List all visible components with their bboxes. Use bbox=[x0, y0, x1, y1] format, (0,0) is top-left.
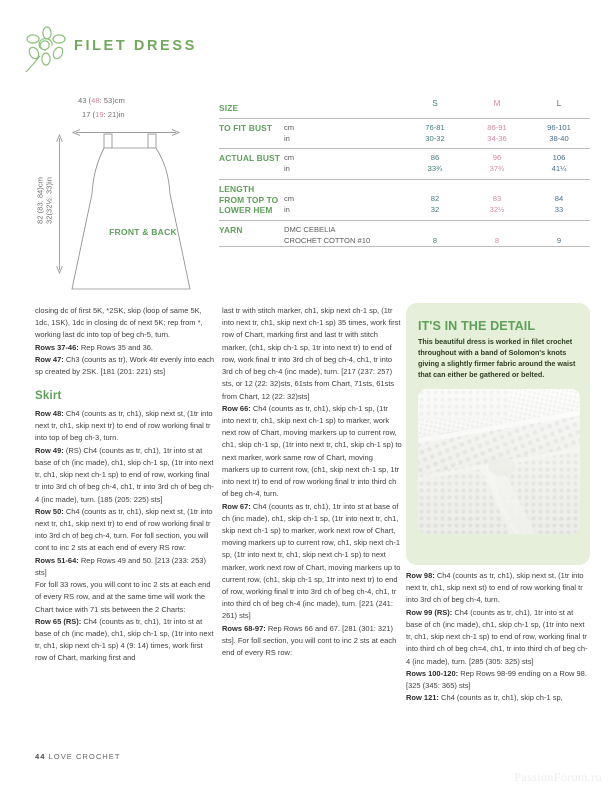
value-cell: 106 bbox=[528, 149, 590, 164]
row-label: Rows 100-120: bbox=[406, 668, 459, 678]
value-cell: 38-40 bbox=[549, 133, 569, 143]
value-cell: 37¾ bbox=[489, 164, 505, 174]
unit-cell: in bbox=[284, 205, 290, 215]
page-footer bbox=[35, 752, 121, 761]
unit-cell: in bbox=[284, 164, 290, 174]
paragraph-row-48 bbox=[35, 408, 215, 445]
instructions-column-2 bbox=[222, 305, 402, 659]
paragraph-rows-51-64 bbox=[35, 555, 215, 579]
page-header bbox=[0, 22, 614, 74]
schematic-width-cm: 43 (48: 53)cm bbox=[78, 96, 125, 105]
size-table bbox=[219, 99, 590, 251]
unit-cell: DMC CEBELIA bbox=[284, 221, 404, 236]
unit-cell: CROCHET COTTON #10 bbox=[284, 235, 371, 245]
table-bottom-divider bbox=[219, 246, 590, 247]
paragraph-rows-37-46 bbox=[35, 342, 215, 354]
value-cell: 84 bbox=[528, 179, 590, 205]
value-cell: 86 bbox=[404, 149, 466, 164]
table-row-label bbox=[219, 179, 284, 220]
row-label-line1: LENGTH bbox=[219, 183, 255, 194]
detail-callout-box bbox=[406, 303, 590, 565]
value-cell: 9 bbox=[556, 235, 562, 245]
paragraph-row-99 bbox=[406, 607, 588, 668]
paragraph-row-65 bbox=[35, 616, 215, 665]
table-header-row bbox=[219, 99, 590, 118]
value-cell: 30-32 bbox=[425, 133, 445, 143]
row-label: Row 98: bbox=[406, 571, 435, 580]
row-text: Rep Rows 35 and 36. bbox=[78, 342, 153, 352]
row-label: Row 66: bbox=[222, 403, 251, 413]
unit-cell: cm bbox=[284, 118, 404, 133]
size-column-header-m: M bbox=[493, 99, 501, 108]
width-dimension-arrow bbox=[72, 123, 180, 130]
garment-schematic bbox=[26, 92, 216, 297]
table-row bbox=[219, 221, 590, 236]
value-cell bbox=[404, 221, 466, 236]
size-column-header-l: L bbox=[556, 99, 562, 108]
dress-outline-drawing bbox=[66, 132, 218, 299]
value-cell: 33 bbox=[554, 205, 564, 215]
value-cell: 76-81 bbox=[404, 118, 466, 133]
row-text: Ch4 (counts as tr, ch1), 1tr into st at base of ch (inc made), ch1, skip ch-1 sp, (1tr into next tr, ch1, skip next ch-1 sp) to end of row, working final tr into third ch of beg ch=4, ch1, tr into third ch of beg ch-4 (inc made), turn. [285 (305: 325) sts] bbox=[406, 607, 588, 666]
instructions-column-1 bbox=[35, 305, 215, 665]
crochet-lace-fabric-photo bbox=[418, 389, 580, 534]
table-row bbox=[219, 118, 590, 133]
detail-box-body: This beautiful dress is worked in filet crochet throughout with a band of Solomon's knots giving a slightly firmer fabric around the waist that can either be gathered or belted. bbox=[418, 337, 576, 379]
table-row bbox=[219, 179, 590, 205]
value-cell bbox=[466, 221, 528, 236]
row-text: Ch4 (counts as tr, ch1), skip ch-1 sp, bbox=[438, 693, 563, 703]
publication-name: LOVE CROCHET bbox=[48, 752, 121, 761]
paragraph-row-47 bbox=[35, 354, 215, 378]
page-title: FILET DRESS bbox=[74, 38, 197, 54]
row-text: Ch4 (counts as tr, ch1), skip next st, (1tr into next tr, ch1, skip next st) to end of row working final tr into 3rd ch of beg ch-4, turn. bbox=[406, 571, 584, 605]
paragraph-rows-68-97 bbox=[222, 623, 402, 660]
schematic-height-in: 32(32½: 33)in bbox=[44, 177, 54, 224]
paragraph-row-49 bbox=[35, 445, 215, 506]
row-label: Rows 51-64: bbox=[35, 555, 79, 565]
row-label: Row 65 (RS): bbox=[35, 616, 82, 626]
paragraph-foll-33-rows: For foll 33 rows, you will cont to inc 2 sts at each end of every RS row, and at the same time will work the Chart twice with 71 sts between the 2 Charts: bbox=[35, 580, 211, 614]
paragraph-rows-100-120 bbox=[406, 668, 588, 692]
unit-cell: cm bbox=[284, 149, 404, 164]
row-label: Rows 37-46: bbox=[35, 342, 79, 352]
paragraph-row-66 bbox=[222, 403, 402, 501]
paragraph-row-98 bbox=[406, 570, 588, 607]
paragraph-row-50 bbox=[35, 506, 215, 555]
table-row-label: ACTUAL BUST bbox=[219, 149, 284, 180]
table-row bbox=[219, 149, 590, 164]
row-text: Ch4 (counts as tr, ch1), 1tr into st at base of ch (inc made), ch1, skip ch-1 sp, (1tr into next tr, ch1, skip next ch-1 sp) to marker, work next row of Chart, moving markers up to current row, ch1, skip next ch-1 sp, (1tr into next tr, ch1, skip next ch-1 sp) to next marker, work next row of Chart, moving markers up to current row, (ch1, skip ch-1 sp, 1tr into next tr) to end of row, working final tr into 3rd ch of beg ch-4, ch1, tr into third ch of beg ch-4 (inc made), turn. [221 (241: 261) sts] bbox=[222, 501, 401, 621]
paragraph-row-67 bbox=[222, 501, 402, 623]
row-label: Row 49: bbox=[35, 445, 64, 455]
row-text: Ch3 (counts as tr), Work 4tr evenly into each sp created by 2SK. [181 (201: 221) sts] bbox=[35, 354, 215, 377]
table-row-label: YARN bbox=[219, 221, 284, 251]
value-cell: 8 bbox=[494, 235, 500, 245]
row-label: Row 48: bbox=[35, 409, 64, 419]
page-number: 44 bbox=[35, 752, 46, 761]
schematic-height-cm: 82 (83: 84)cm bbox=[35, 177, 45, 224]
schematic-piece-label: FRONT & BACK bbox=[109, 227, 177, 237]
section-heading-skirt: Skirt bbox=[35, 390, 62, 403]
flower-spiral-icon bbox=[24, 26, 70, 72]
row-text: Ch4 (counts as tr, ch1), skip next st, (1tr into next tr, ch1, skip next tr) to end of row working final tr into 3rd ch of beg ch-4, turn. For foll section, you will cont to inc 2 sts at each end of every RS row: bbox=[35, 506, 213, 553]
value-cell: 8 bbox=[432, 235, 438, 245]
height-dimension-arrow bbox=[56, 134, 63, 274]
paragraph-row-121 bbox=[406, 692, 588, 704]
row-text: Ch4 (counts as tr, ch1), skip ch-1 sp, (1tr into next tr, ch1, skip next ch-1 sp) to marker, work next row of Chart, moving markers up to current row, ch1, skip ch-1 sp, (1tr into next tr, ch1, skip ch-1 sp) to next marker, work same row of Chart, moving markers up to current row, (ch1, skip next ch-1 sp, 1tr into next tr) to end of row working final tr into third ch of beg ch-4, turn. bbox=[222, 403, 402, 499]
row-label: Rows 68-97: bbox=[222, 623, 266, 633]
unit-cell: in bbox=[284, 133, 290, 143]
value-cell: 82 bbox=[404, 179, 466, 205]
value-cell: 32 bbox=[430, 205, 440, 215]
row-label-line2: FROM TOP TO LOWER HEM bbox=[219, 194, 279, 216]
row-text: Rep Rows 98-99 ending on a Row 98. [325 (345: 365) sts] bbox=[406, 668, 587, 690]
value-cell: 33¾ bbox=[427, 164, 443, 174]
paragraph-intro: closing dc of first 5K, *2SK, skip (loop of same 5K, 1dc, 1SK), 1dc in closing dc of next 5K; rep from *, working last dc into top of beg ch-5, turn. bbox=[35, 306, 203, 340]
row-label: Row 121: bbox=[406, 693, 439, 703]
value-cell: 34-36 bbox=[487, 133, 507, 143]
value-cell: 83 bbox=[466, 179, 528, 205]
watermark: PassionForum.ru bbox=[514, 770, 602, 784]
value-cell bbox=[528, 221, 590, 236]
row-text: Ch4 (counts as tr, ch1), 1tr into st at base of ch (inc made), ch1, skip ch-1 sp, (1tr into next tr, ch1, skip next ch-1 sp) 4 (9: 14) times, work first row of Chart, marking first and bbox=[35, 616, 214, 663]
table-row-label: SIZE bbox=[219, 103, 239, 113]
detail-box-title: IT'S IN THE DETAIL bbox=[418, 319, 536, 333]
value-cell: 86-91 bbox=[466, 118, 528, 133]
paragraph-row-65-continued: last tr with stitch marker, ch1, skip next ch-1 sp, (1tr into next tr, ch1, skip next ch-1 sp) 35 times, work first row of Chart, marking first and last tr with stitch marker, (ch1, skip ch-1 sp, 1tr into next tr) to end of row, work final tr into 3rd ch of beg ch-4, ch1, tr into 3rd ch of beg ch-4 (inc made), turn. [217 (237: 257) sts, or 12 (22: 32)sts, 61sts from Chart, 71sts, 61sts from Chart, 12 (22: 32)sts] bbox=[222, 306, 401, 401]
size-column-header-s: S bbox=[432, 99, 438, 108]
row-label: Row 50: bbox=[35, 506, 64, 516]
value-cell: 41¼ bbox=[551, 164, 567, 174]
row-label: Row 99 (RS): bbox=[406, 607, 453, 617]
row-text: (RS) Ch4 (counts as tr, ch1), 1tr into st at base of ch (inc made), ch1, skip ch-1 sp, (1tr into next tr, ch1, skip next ch-1 sp) to end of row, working final tr into 3rd ch of beg ch-4, ch1, tr into 3rd ch of beg ch-4 (inc made), turn. [185 (205: 225) sts] bbox=[35, 445, 214, 504]
value-cell: 32½ bbox=[489, 205, 505, 215]
schematic-width-in: 17 (19: 21)in bbox=[82, 110, 125, 119]
row-text: Ch4 (counts as tr, ch1), skip next st, (1tr into next tr, ch1, skip next tr) to end of row working final tr into top of beg ch-3, turn. bbox=[35, 409, 213, 443]
row-text: Rep Rows 49 and 50. [213 (233: 253) sts] bbox=[35, 555, 206, 577]
table-row-label: TO FIT BUST bbox=[219, 118, 284, 149]
instructions-column-3 bbox=[406, 570, 588, 704]
row-label: Row 67: bbox=[222, 501, 251, 511]
unit-cell: cm bbox=[284, 179, 404, 205]
row-label: Row 47: bbox=[35, 354, 64, 364]
value-cell: 96-101 bbox=[528, 118, 590, 133]
value-cell: 96 bbox=[466, 149, 528, 164]
row-text: Rep Rows 66 and 67. [281 (301: 321) sts]. For foll section, you will cont to inc 2 sts at each end of every RS row: bbox=[222, 623, 397, 658]
